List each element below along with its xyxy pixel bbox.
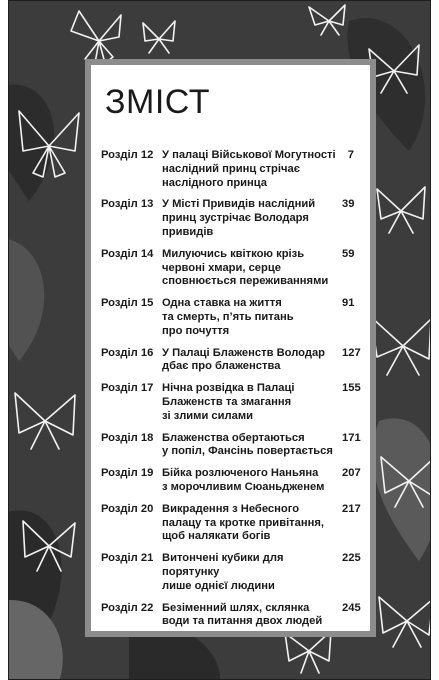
butterfly-icon <box>379 597 431 647</box>
chapter-title: Бійка розлюченого Наньяна з морочливим Сюаньдженем <box>162 467 325 493</box>
toc-entry <box>101 552 360 593</box>
toc-list <box>101 149 360 629</box>
chapter-number: Розділ 20 <box>101 502 154 515</box>
chapter-number: Розділ 14 <box>101 247 154 260</box>
chapter-title: У Місті Привидів наслідний принц зустрічає Володаря привидів <box>162 198 316 238</box>
chapter-page: 59 <box>342 247 355 260</box>
chapter-number: Розділ 12 <box>101 149 154 161</box>
toc-entry <box>101 347 360 375</box>
butterfly-icon <box>143 21 175 53</box>
chapter-title: Викрадення з Небесного палацу та кротке привітання, щоб налякати богів <box>162 502 325 543</box>
chapter-page: 91 <box>342 297 355 310</box>
chapter-number: Розділ 22 <box>101 601 154 614</box>
leaf-shape <box>9 600 63 680</box>
chapter-number: Розділ 15 <box>101 297 154 310</box>
chapter-number: Розділ 21 <box>101 552 154 565</box>
toc-entry <box>101 248 360 289</box>
toc-entry <box>101 602 360 630</box>
toc-panel-inner <box>91 65 370 631</box>
chapter-title: Одна ставка на життя та смерть, п’ять питань про почуття <box>162 297 294 337</box>
chapter-number: Розділ 18 <box>101 431 154 444</box>
chapter-page: 245 <box>342 601 361 614</box>
butterfly-icon <box>309 5 345 35</box>
butterfly-icon <box>285 631 331 673</box>
chapter-page: 155 <box>342 382 361 395</box>
chapter-title: У палаці Військової Могутності наслідний принц стрічає наслідного принца <box>162 149 336 189</box>
butterfly-icon <box>377 187 425 233</box>
toc-entry <box>101 503 360 544</box>
toc-entry <box>101 198 360 239</box>
chapter-page: 217 <box>342 502 361 515</box>
chapter-number: Розділ 17 <box>101 382 154 395</box>
chapter-page: 7 <box>347 149 354 161</box>
toc-entry <box>101 467 360 495</box>
chapter-title: Нічна розвідка в Палаці Блаженств та змагання зі злими силами <box>162 382 295 422</box>
chapter-number: Розділ 19 <box>101 467 154 480</box>
chapter-title: У Палаці Блаженств Володар дбає про блаженства <box>162 346 326 373</box>
chapter-number: Розділ 13 <box>101 198 154 211</box>
toc-entry <box>101 432 360 460</box>
leaf-shape <box>9 238 44 361</box>
butterfly-icon <box>371 317 431 375</box>
butterfly-icon <box>71 11 121 63</box>
toc-panel <box>85 59 376 637</box>
chapter-title: Витончені кубики для порятунку лише однієї людини <box>162 552 284 592</box>
chapter-title: Милуючись квіткою крізь червоні хмари, серце сповнюється переживаннями <box>162 247 329 288</box>
chapter-page: 127 <box>342 346 361 359</box>
toc-entry <box>101 149 360 190</box>
leaf-shape <box>9 84 54 201</box>
page-frame <box>8 0 431 680</box>
chapter-title: Безіменний шлях, склянка води та питання двох людей <box>162 601 323 628</box>
toc-entry <box>101 297 360 338</box>
toc-entry <box>101 382 360 423</box>
chapter-page: 171 <box>342 431 361 444</box>
chapter-title: Блаженства обертаються у попіл, Фансінь повертається <box>162 431 333 458</box>
toc-heading: ЗМІСТ <box>105 83 210 121</box>
chapter-number: Розділ 16 <box>101 346 154 359</box>
butterfly-icon <box>15 393 75 449</box>
chapter-page: 225 <box>342 552 361 565</box>
chapter-page: 207 <box>342 467 361 480</box>
chapter-page: 39 <box>342 198 355 211</box>
